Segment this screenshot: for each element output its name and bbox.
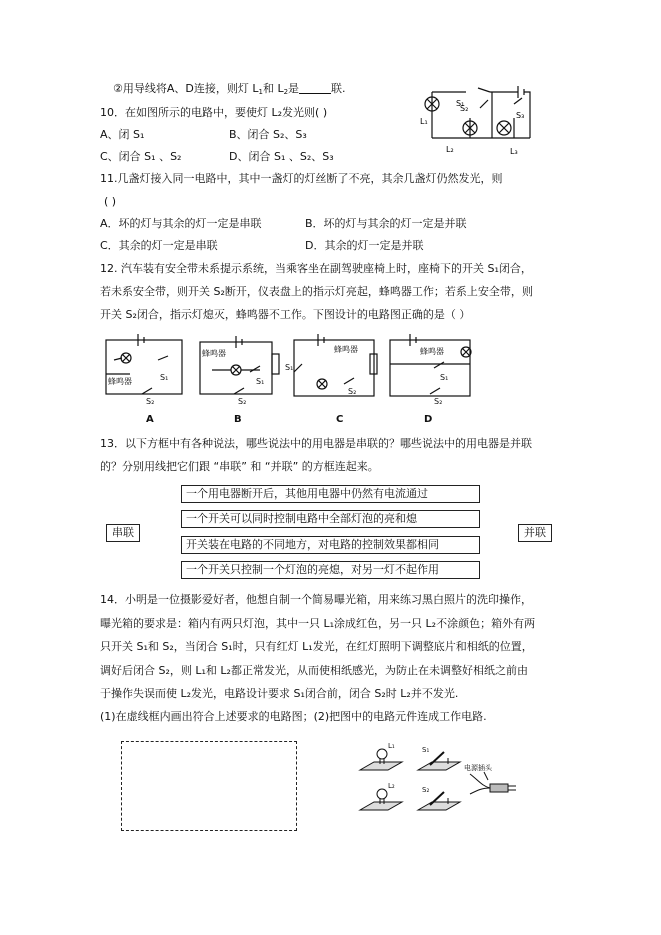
- q14-line-5: 于操作失误而使 L₂发光，电路设计要求 S₁闭合前，闭合 S₂时 L₂并不发光.: [100, 687, 459, 700]
- q14-line-6: (1)在虚线框内画出符合上述要求的电路图；(2)把图中的电路元件连成工作电路.: [100, 710, 487, 723]
- q13-line-1: 13．以下方框中有各种说法，哪些说法中的用电器是串联的？哪些说法中的用电器是并联: [100, 437, 532, 450]
- q12-line-3: 开关 S₂闭合，指示灯熄灭，蜂鸣器不工作。下图设计的电路图正确的是（ ）: [100, 308, 471, 321]
- q14-line-4: 调好后闭合 S₂，则 L₁和 L₂都正常发光，从而使相纸感光，为防止在未调整好相纸之前由: [100, 664, 528, 677]
- q12-b-buzzer-label: 蜂鸣器: [202, 349, 226, 358]
- q12-choice-b[interactable]: B: [234, 414, 242, 425]
- q11-option-b[interactable]: B．坏的灯与其余的灯一定是并联: [305, 217, 467, 230]
- statement-box-2[interactable]: 一个开关可以同时控制电路中全部灯泡的亮和熄: [181, 510, 480, 528]
- q12-circuit-b: [200, 336, 279, 394]
- q14-label-l2: L₂: [388, 782, 395, 790]
- q10-circuit-figure: [418, 78, 538, 162]
- q14-line-1: 14．小明是一位摄影爱好者，他想自制一个简易曝光箱，用来练习黑白照片的洗印操作，: [100, 593, 532, 606]
- answer-blank[interactable]: [299, 81, 331, 94]
- q11-answer-paren[interactable]: ( ): [104, 195, 117, 208]
- q14-label-l1: L₁: [388, 742, 395, 750]
- q12-circuit-d: [390, 334, 471, 396]
- q12-d-s2-label: S₂: [434, 397, 443, 406]
- q12-line-1: 12. 汽车装有安全带未系提示系统，当乘客坐在副驾驶座椅上时，座椅下的开关 S₁闭合，: [100, 262, 532, 275]
- q11-option-a[interactable]: A．坏的灯与其余的灯一定是串联: [100, 217, 262, 230]
- q12-d-s1-label: S₁: [440, 373, 449, 382]
- q12-b-s1-label: S₁: [256, 377, 265, 386]
- q11-option-c[interactable]: C．其余的灯一定是串联: [100, 239, 218, 252]
- q10-label-s3: S₃: [516, 111, 525, 120]
- q10-label-s1: S₁: [456, 99, 465, 108]
- q12-d-buzzer-label: 蜂鸣器: [420, 347, 444, 356]
- q12-line-2: 若未系安全带，则开关 S₂断开，仪表盘上的指示灯亮起，蜂鸣器工作；若系上安全带，则: [100, 285, 533, 298]
- q10-stem: 10．在如图所示的电路中，要使灯 L₂发光则( ): [100, 106, 328, 119]
- q10-label-l1: L₁: [420, 117, 428, 126]
- q12-c-s1-label: S₁: [285, 363, 294, 372]
- q12-choice-a[interactable]: A: [146, 414, 154, 425]
- series-box[interactable]: 串联: [106, 524, 140, 542]
- statement-box-4[interactable]: 一个开关只控制一个灯泡的亮熄，对另一灯不起作用: [181, 561, 480, 579]
- q12-c-buzzer-label: 蜂鸣器: [334, 345, 358, 354]
- q10-label-l3: L₃: [510, 147, 518, 156]
- statement-box-3[interactable]: 开关装在电路的不同地方，对电路的控制效果都相同: [181, 536, 480, 554]
- q12-choice-d[interactable]: D: [424, 414, 433, 425]
- q12-a-s2-label: S₂: [146, 397, 155, 406]
- q12-choice-c[interactable]: C: [336, 414, 344, 425]
- q12-c-s2-label: S₂: [348, 387, 357, 396]
- parallel-box[interactable]: 并联: [518, 524, 552, 542]
- q10-option-d[interactable]: D、闭合 S₁ 、S₂、S₃: [229, 150, 334, 163]
- q14-label-s1: S₁: [422, 746, 430, 754]
- q14-line-3: 只开关 S₁和 S₂，当闭合 S₁时，只有红灯 L₁发光，在红灯照明下调整底片和相纸的位置，: [100, 640, 533, 653]
- q9-item2: ②用导线将A、D连接，则灯 $L_1$和 $L_2$是 联.: [113, 82, 346, 96]
- q12-a-buzzer-label: 蜂鸣器: [108, 377, 132, 386]
- q14-line-2: 曝光箱的要求是：箱内有两只灯泡，其中一只 L₁涂成红色，另一只 L₂不涂颜色；箱外有两: [100, 617, 536, 630]
- q10-label-l2: L₂: [446, 145, 454, 154]
- q14-label-plug: 电源插头: [464, 764, 492, 772]
- q11-option-d[interactable]: D．其余的灯一定是并联: [305, 239, 424, 252]
- statement-box-1[interactable]: 一个用电器断开后，其他用电器中仍然有电流通过: [181, 485, 480, 503]
- q12-a-s1-label: S₁: [160, 373, 169, 382]
- q12-circuit-options: [100, 330, 490, 430]
- q12-circuit-c: [294, 334, 377, 396]
- q10-label-s2: S₂: [460, 104, 469, 113]
- q10-option-a[interactable]: A、闭 S₁: [100, 128, 145, 141]
- q14-components-figure: [358, 740, 528, 830]
- drawing-area-dashed-box[interactable]: [121, 741, 297, 831]
- q10-option-c[interactable]: C、闭合 S₁ 、S₂: [100, 150, 182, 163]
- q14-label-s2: S₂: [422, 786, 430, 794]
- q13-line-2: 的？分别用线把它们跟 “串联” 和 “并联” 的方框连起来。: [100, 460, 379, 473]
- q10-option-b[interactable]: B、闭合 S₂、S₃: [229, 128, 307, 141]
- q11-stem: 11.几盏灯接入同一电路中，其中一盏灯的灯丝断了不亮，其余几盏灯仍然发光，则: [100, 172, 503, 185]
- q12-b-s2-label: S₂: [238, 397, 247, 406]
